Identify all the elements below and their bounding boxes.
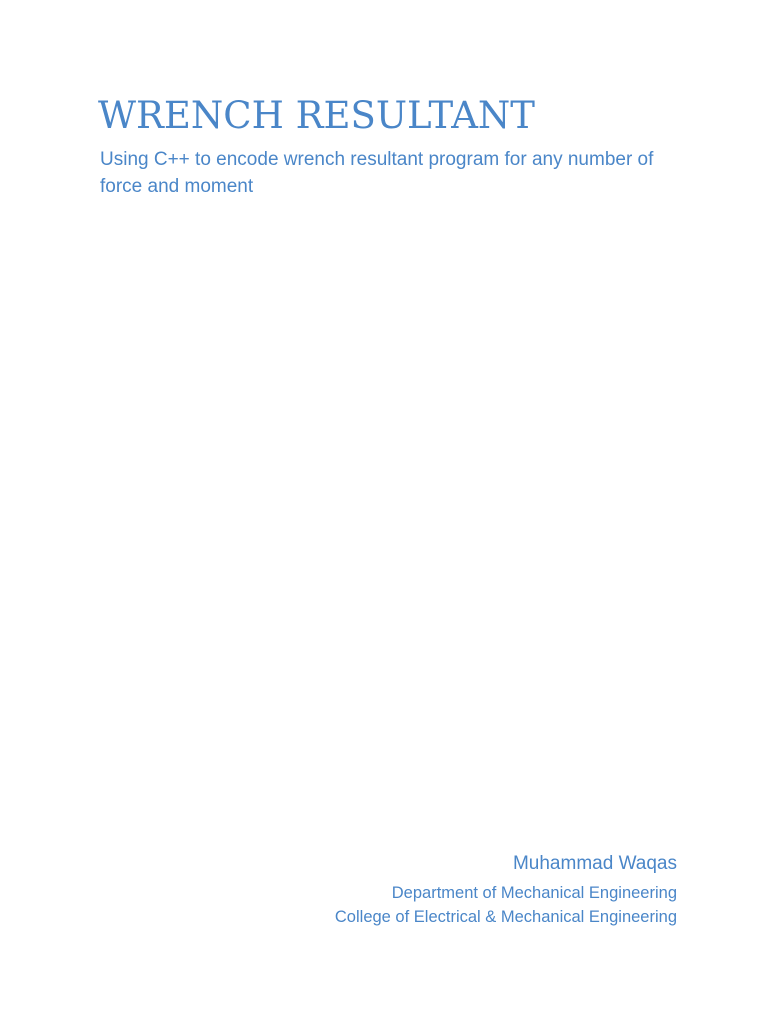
author-name: Muhammad Waqas	[512, 853, 677, 874]
document-title: WRENCH RESULTANT	[98, 94, 535, 137]
author-block	[335, 850, 677, 929]
author-college: College of Electrical & Mechanical Engineering	[334, 908, 677, 926]
author-department: Department of Mechanical Engineering	[391, 884, 677, 902]
document-subtitle: Using C++ to encode wrench resultant program for any number of force and moment	[100, 149, 654, 197]
